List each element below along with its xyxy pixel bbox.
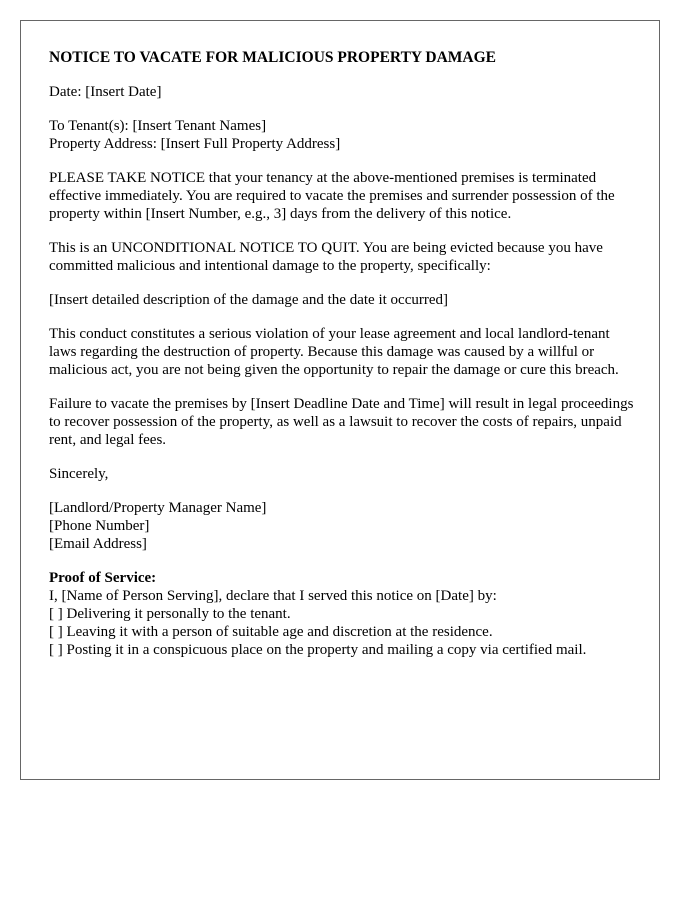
proof-option-posting: [ ] Posting it in a conspicuous place on the property and mailing a copy via certified mail.	[49, 642, 587, 658]
proof-heading: Proof of Service:	[49, 570, 157, 586]
damage-description: [Insert detailed description of the damage and the date it occurred]	[49, 292, 448, 308]
violation-paragraph: This conduct constitutes a serious violation of your lease agreement and local landlord-tenant laws regarding the destruction of property. Because this damage was caused by a willful or malicious act, you are not being given the opportunity to repair the damage or cure this breach.	[49, 326, 619, 378]
closing: Sincerely,	[49, 466, 109, 482]
notice-paragraph: PLEASE TAKE NOTICE that your tenancy at the above-mentioned premises is terminated effective immediately. You are required to vacate the premises and surrender possession of the property within [Insert Number, e.g., 3] days from the delivery of this notice.	[49, 170, 615, 222]
unconditional-paragraph: This is an UNCONDITIONAL NOTICE TO QUIT. You are being evicted because you have committed malicious and intentional damage to the property, specifically:	[49, 240, 603, 274]
signature-phone: [Phone Number]	[49, 518, 150, 534]
proof-of-service	[49, 569, 631, 659]
failure-paragraph: Failure to vacate the premises by [Insert Deadline Date and Time] will result in legal proceedings to recover possession of the property, as well as a lawsuit to recover the costs of repairs, unpaid rent, and legal fees.	[49, 396, 634, 448]
property-address-line: Property Address: [Insert Full Property Address]	[49, 136, 341, 152]
proof-option-personal: [ ] Delivering it personally to the tenant.	[49, 606, 291, 622]
tenants-line: To Tenant(s): [Insert Tenant Names]	[49, 118, 267, 134]
proof-declaration: I, [Name of Person Serving], declare that I served this notice on [Date] by:	[49, 588, 497, 604]
proof-option-leaving: [ ] Leaving it with a person of suitable age and discretion at the residence.	[49, 624, 493, 640]
recipient-block	[49, 117, 631, 153]
date-line: Date: [Insert Date]	[49, 84, 162, 100]
notice-document	[20, 20, 660, 780]
signature-email: [Email Address]	[49, 536, 147, 552]
document-title: NOTICE TO VACATE FOR MALICIOUS PROPERTY DAMAGE	[49, 49, 497, 66]
signature-name: [Landlord/Property Manager Name]	[49, 500, 267, 516]
signature-block	[49, 499, 631, 553]
